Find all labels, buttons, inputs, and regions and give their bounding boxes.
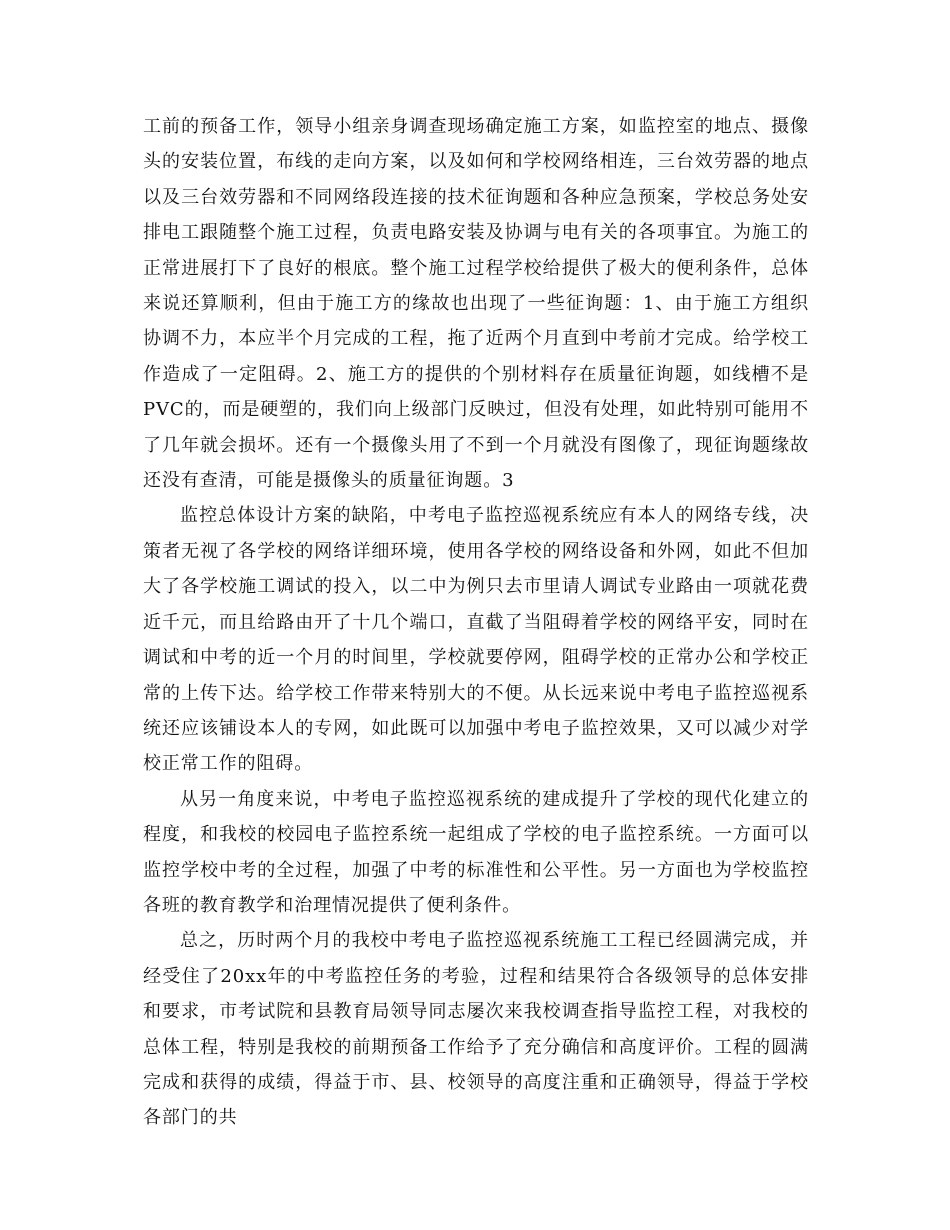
paragraph-4: 总之，历时两个月的我校中考电子监控巡视系统施工工程已经圆满完成，并经受住了20xx年的中考监控任务的考验，过程和结果符合各级领导的总体安排和要求，市考试院和县教育局领导同志屡次来我校调查指导监控工程，对我校的总体工程，特别是我校的前期预备工作给予了充分确信和高度评价。工程的圆满完成和获得的成绩，得益于市、县、校领导的高度注重和正确领导，得益于学校各部门的共 (143, 930, 809, 1129)
document-page (143, 109, 809, 1136)
paragraph-1: 工前的预备工作，领导小组亲身调查现场确定施工方案，如监控室的地点、摄像头的安装位置，布线的走向方案，以及如何和学校网络相连，三台效劳器的地点以及三台效劳器和不同网络段连接的技术征询题和各种应急预案，学校总务处安排电工跟随整个施工过程，负责电路安装及协调与电有关的各项事宜。为施工的正常进展打下了良好的根底。整个施工过程学校给提供了极大的便利条件，总体来说还算顺利，但由于施工方的缘故也出现了一些征询题：1、由于施工方组织协调不力，本应半个月完成的工程，拖了近两个月直到中考前才完成。给学校工作造成了一定阻碍。2、施工方的提供的个别材料存在质量征询题，如线槽不是PVC的，而是硬塑的，我们向上级部门反映过，但没有处理，如此特别可能用不了几年就会损坏。还有一个摄像头用了不到一个月就没有图像了，现征询题缘故还没有查清，可能是摄像头的质量征询题。3 (143, 116, 809, 492)
paragraph-3: 从另一角度来说，中考电子监控巡视系统的建成提升了学校的现代化建立的程度，和我校的校园电子监控系统一起组成了学校的电子监控系统。一方面可以监控学校中考的全过程，加强了中考的标准性和公平性。另一方面也为学校监控各班的教育教学和治理情况提供了便利条件。 (143, 788, 809, 916)
paragraph-2: 监控总体设计方案的缺陷，中考电子监控巡视系统应有本人的网络专线，决策者无视了各学校的网络详细环境，使用各学校的网络设备和外网，如此不但加大了各学校施工调试的投入，以二中为例只去市里请人调试专业路由一项就花费近千元，而且给路由开了十几个端口，直截了当阻碍着学校的网络平安，同时在调试和中考的近一个月的时间里，学校就要停网，阻碍学校的正常办公和学校正常的上传下达。给学校工作带来特别大的不便。从长远来说中考电子监控巡视系统还应该铺设本人的专网，如此既可以加强中考电子监控效果，又可以减少对学校正常工作的阻碍。 (143, 505, 809, 775)
